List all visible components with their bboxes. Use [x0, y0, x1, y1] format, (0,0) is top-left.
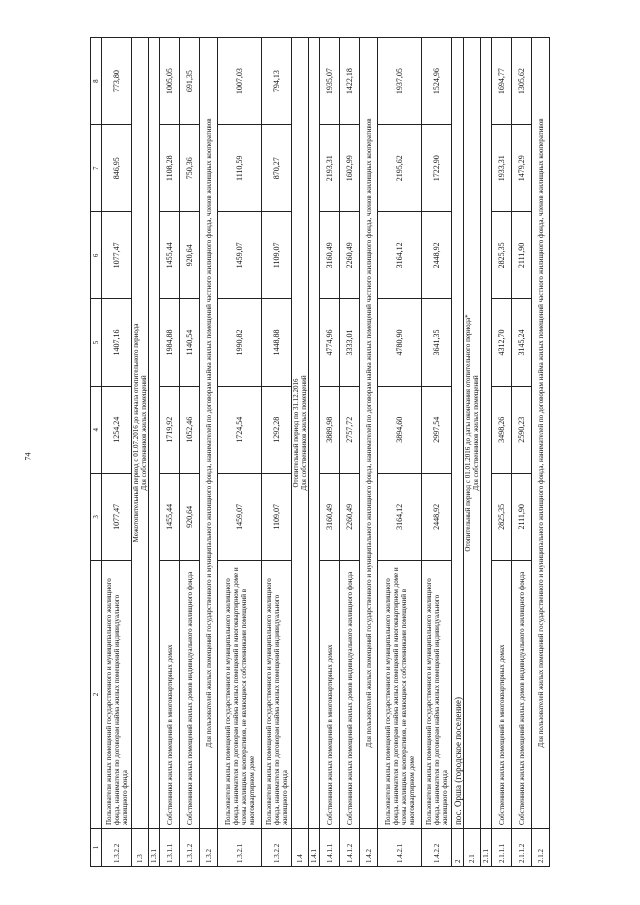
table-row — [492, 38, 512, 867]
value-cell: 4312,70 — [492, 299, 512, 386]
value-cell: 1459,07 — [218, 212, 262, 299]
value-cell: 2260,49 — [340, 473, 360, 560]
value-cell: 1077,47 — [102, 212, 132, 299]
value-cell: 3333,01 — [340, 299, 360, 386]
header-cell: 4 — [91, 386, 102, 473]
value-cell: 1479,29 — [512, 125, 532, 212]
row-name: Собственники жилых помещений в многоквартирных домах — [492, 560, 512, 828]
row-name: Пользователи жилых помещений государственного и муниципального жилищного фонда, нанимателя по договорам найма жилых помещений в многоквартирном доме и члены жилищных кооперативов, не являющиеся собственниками помещений в многоквартирном доме — [378, 560, 422, 828]
subsection-row — [309, 38, 320, 867]
value-cell: 2448,92 — [422, 473, 452, 560]
subsection-code: 1.4.1 — [309, 829, 320, 867]
value-cell: 3160,49 — [320, 473, 340, 560]
row-code: 1.4.1.2 — [340, 829, 360, 867]
value-cell: 2590,23 — [512, 386, 532, 473]
group-code: 2.1.2 — [532, 829, 550, 867]
value-cell: 1933,31 — [492, 125, 512, 212]
value-cell: 3889,98 — [320, 386, 340, 473]
header-cell: 3 — [91, 473, 102, 560]
value-cell: 1077,47 — [102, 473, 132, 560]
group-code: 1.4.2 — [360, 829, 378, 867]
row-name: Собственники жилых помещений в многоквартирных домах — [160, 560, 180, 828]
value-cell: 1407,16 — [102, 299, 132, 386]
table-body — [102, 38, 550, 867]
table-row — [340, 38, 360, 867]
section-code: 1.4 — [292, 829, 309, 867]
value-cell: 1602,99 — [340, 125, 360, 212]
subsection-code: 1.3.1 — [149, 829, 160, 867]
value-cell: 1937,05 — [378, 38, 422, 125]
table-row — [320, 38, 340, 867]
table-row — [378, 38, 422, 867]
value-cell: 1422,18 — [340, 38, 360, 125]
value-cell: 870,27 — [262, 125, 292, 212]
section-row — [292, 38, 309, 867]
value-cell: 1455,44 — [160, 473, 180, 560]
row-code: 1.3.1.2 — [180, 829, 200, 867]
value-cell: 2193,31 — [320, 125, 340, 212]
empty-cell — [149, 38, 160, 829]
value-cell: 2448,92 — [422, 212, 452, 299]
rotated-table-wrapper — [90, 37, 550, 867]
group-row — [532, 38, 550, 867]
row-code: 1.3.2.1 — [218, 829, 262, 867]
value-cell: 1140,54 — [180, 299, 200, 386]
value-cell: 1109,07 — [262, 473, 292, 560]
header-row — [91, 38, 102, 867]
subsection-code: 2.1.1 — [481, 829, 492, 867]
value-cell: 794,13 — [262, 38, 292, 125]
value-cell: 1694,77 — [492, 38, 512, 125]
value-cell: 1719,92 — [160, 386, 180, 473]
value-cell: 2825,35 — [492, 212, 512, 299]
table-row — [422, 38, 452, 867]
value-cell: 1459,07 — [218, 473, 262, 560]
value-cell: 1524,96 — [422, 38, 452, 125]
value-cell: 3641,35 — [422, 299, 452, 386]
row-name: Собственники жилых помещений в многоквартирных домах — [320, 560, 340, 828]
empty-cell — [309, 38, 320, 829]
section-code: 2.1 — [464, 829, 481, 867]
page-number: 74 — [23, 452, 33, 461]
value-cell: 691,35 — [180, 38, 200, 125]
section-header-cell — [464, 38, 481, 829]
value-cell: 1052,46 — [180, 386, 200, 473]
place-row — [452, 38, 464, 867]
value-cell: 846,95 — [102, 125, 132, 212]
value-cell: 2997,54 — [422, 386, 452, 473]
section-subtitle: Для собственников жилых помещений — [472, 375, 480, 491]
row-code: 2.1.1.2 — [512, 829, 532, 867]
row-code: 1.4.2.2 — [422, 829, 452, 867]
row-code: 1.3.1.1 — [160, 829, 180, 867]
value-cell: 4780,90 — [378, 299, 422, 386]
value-cell: 3498,26 — [492, 386, 512, 473]
group-code: 1.3.2 — [200, 829, 218, 867]
section-subtitle: Для собственников жилых помещений — [140, 375, 148, 491]
place-name: пос. Орша (городское поселение) — [452, 38, 464, 829]
value-cell: 1007,03 — [218, 38, 262, 125]
header-cell: 8 — [91, 38, 102, 125]
section-subtitle: Для собственников жилых помещений — [300, 375, 308, 491]
value-cell: 773,80 — [102, 38, 132, 125]
row-name: Собственники жилых помещений жилых домов индивидуального жилищного фонда — [512, 560, 532, 828]
table-row — [218, 38, 262, 867]
value-cell: 2757,72 — [340, 386, 360, 473]
table-row — [102, 38, 132, 867]
value-cell: 3164,12 — [378, 473, 422, 560]
value-cell: 2195,62 — [378, 125, 422, 212]
value-cell: 1254,24 — [102, 386, 132, 473]
value-cell: 1109,07 — [262, 212, 292, 299]
row-name: Пользователи жилых помещений государственного и муниципального жилищного фонда, нанимателя по договорам найма жилых помещений индивидуального жилищного фонда — [102, 560, 132, 828]
row-code: 1.4.1.1 — [320, 829, 340, 867]
value-cell: 1455,44 — [160, 212, 180, 299]
table-row — [512, 38, 532, 867]
value-cell: 1305,62 — [512, 38, 532, 125]
subsection-row — [481, 38, 492, 867]
header-cell: 2 — [91, 560, 102, 828]
group-text: Для пользователей жилых помещений государственного и муниципального жилищного фонда, нанимателей по договорам найма жилых помещений частного жилищного фонда, членов жилищных кооперативов — [360, 38, 378, 829]
table-row — [160, 38, 180, 867]
row-code: 2.1.1.1 — [492, 829, 512, 867]
row-code: 1.3.2.2 — [102, 829, 132, 867]
section-title: Отопительный период с 01.01.2016 до даты окончания отопительного периода* — [464, 314, 472, 552]
value-cell: 750,36 — [180, 125, 200, 212]
value-cell: 1935,07 — [320, 38, 340, 125]
section-row — [132, 38, 149, 867]
subsection-row — [149, 38, 160, 867]
value-cell: 3894,60 — [378, 386, 422, 473]
value-cell: 2260,49 — [340, 212, 360, 299]
row-name: Пользователи жилых помещений государственного и муниципального жилищного фонда, нанимателя по договорам найма жилых помещений индивидуального жилищного фонда — [422, 560, 452, 828]
value-cell: 1108,28 — [160, 125, 180, 212]
value-cell: 1722,90 — [422, 125, 452, 212]
value-cell: 920,64 — [180, 473, 200, 560]
section-header-cell — [132, 38, 149, 829]
section-title: Межотопительный период с 01.07.2016 до начала отопительного периода — [132, 323, 140, 543]
tariff-table — [90, 37, 550, 867]
section-row — [464, 38, 481, 867]
row-name: Собственники жилых помещений жилых домов индивидуального жилищного фонда — [340, 560, 360, 828]
value-cell: 4774,96 — [320, 299, 340, 386]
group-text: Для пользователей жилых помещений государственного и муниципального жилищного фонда, нанимателей по договорам найма жилых помещений частного жилищного фонда, членов жилищных кооперативов — [532, 38, 550, 829]
value-cell: 1990,82 — [218, 299, 262, 386]
row-name: Пользователи жилых помещений государственного и муниципального жилищного фонда, нанимателя по договорам найма жилых помещений индивидуального жилищного фонда — [262, 560, 292, 828]
row-code: 1.4.2.1 — [378, 829, 422, 867]
row-code: 1.3.2.2 — [262, 829, 292, 867]
header-cell: 1 — [91, 829, 102, 867]
group-row — [360, 38, 378, 867]
value-cell: 1292,28 — [262, 386, 292, 473]
value-cell: 2111,90 — [512, 473, 532, 560]
value-cell: 1984,88 — [160, 299, 180, 386]
header-cell: 6 — [91, 212, 102, 299]
group-text: Для пользователей жилых помещений государственного и муниципального жилищного фонда, нанимателей по договорам найма жилых помещений частного жилищного фонда, членов жилищных кооперативов — [200, 38, 218, 829]
table-row — [180, 38, 200, 867]
place-code: 2 — [452, 829, 464, 867]
value-cell: 2111,90 — [512, 212, 532, 299]
header-cell: 7 — [91, 125, 102, 212]
table-row — [262, 38, 292, 867]
row-name: Пользователи жилых помещений государственного и муниципального жилищного фонда, нанимателя по договорам найма жилых помещений в многоквартирном доме и члены жилищных кооперативов, не являющиеся собственниками помещений в многоквартирном доме — [218, 560, 262, 828]
value-cell: 3164,12 — [378, 212, 422, 299]
empty-cell — [481, 38, 492, 829]
value-cell: 2825,35 — [492, 473, 512, 560]
value-cell: 920,64 — [180, 212, 200, 299]
section-header-cell — [292, 38, 309, 829]
value-cell: 3145,24 — [512, 299, 532, 386]
section-code: 1.3 — [132, 829, 149, 867]
value-cell: 1448,88 — [262, 299, 292, 386]
value-cell: 1110,59 — [218, 125, 262, 212]
value-cell: 3160,49 — [320, 212, 340, 299]
value-cell: 1005,05 — [160, 38, 180, 125]
value-cell: 1724,54 — [218, 386, 262, 473]
group-row — [200, 38, 218, 867]
header-cell: 5 — [91, 299, 102, 386]
row-name: Собственники жилых помещений жилых домов индивидуального жилищного фонда — [180, 560, 200, 828]
section-title: Отопительный период по 31.12.2016 — [292, 378, 300, 488]
